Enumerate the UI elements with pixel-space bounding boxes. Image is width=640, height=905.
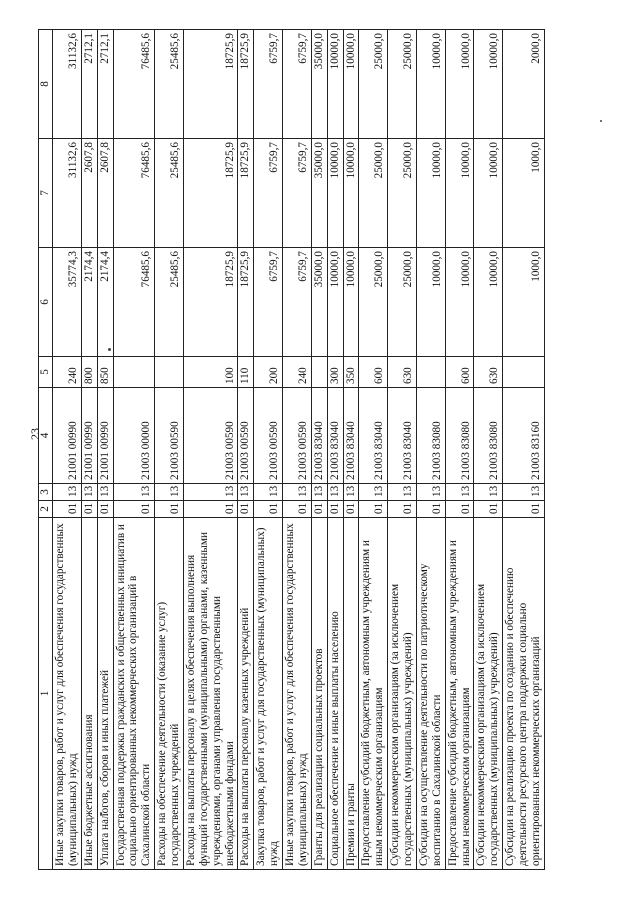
cell-expense-type bbox=[416, 357, 445, 388]
table-row bbox=[53, 30, 82, 870]
cell-target-article: 21003 83080 bbox=[416, 388, 445, 484]
cell-target-article: 21003 83040 bbox=[343, 388, 359, 484]
cell-target-article: 21003 83040 bbox=[388, 388, 417, 484]
cell-amount-3: 2712,1 bbox=[81, 30, 97, 139]
cell-subsection: 13 bbox=[416, 484, 445, 501]
cell-section: 01 bbox=[416, 501, 445, 518]
cell-expense-type: 600 bbox=[445, 357, 474, 388]
cell-name: Предоставление субсидий бюджетным, автономным учреждениям и иным некоммерческим организациям bbox=[359, 518, 388, 870]
cell-amount-3: 31132,6 bbox=[53, 30, 82, 139]
header-col-5: 5 bbox=[39, 357, 53, 388]
cell-subsection: 13 bbox=[113, 484, 155, 501]
cell-amount-1: 10000,0 bbox=[327, 248, 343, 357]
table-row bbox=[359, 30, 388, 870]
cell-amount-3: 18725,9 bbox=[183, 30, 238, 139]
cell-subsection: 13 bbox=[183, 484, 238, 501]
cell-amount-1: 1000,0 bbox=[503, 248, 545, 357]
cell-target-article: 21001 00990 bbox=[53, 388, 82, 484]
cell-subsection: 13 bbox=[254, 484, 283, 501]
cell-expense-type: 100 bbox=[183, 357, 238, 388]
cell-amount-1: 2174,4 bbox=[81, 248, 97, 357]
cell-name: Социальное обеспечение и иные выплаты населению bbox=[327, 518, 343, 870]
cell-name: Иные закупки товаров, работ и услуг для обеспечения государственных (муниципальных) нужд bbox=[283, 518, 312, 870]
cell-subsection: 13 bbox=[359, 484, 388, 501]
cell-expense-type bbox=[113, 357, 155, 388]
cell-section: 01 bbox=[327, 501, 343, 518]
cell-amount-3: 10000,0 bbox=[416, 30, 445, 139]
cell-target-article: 21003 00590 bbox=[183, 388, 238, 484]
cell-section: 01 bbox=[254, 501, 283, 518]
cell-amount-1: 35774,3 bbox=[53, 248, 82, 357]
cell-subsection: 13 bbox=[503, 484, 545, 501]
table-row bbox=[503, 30, 545, 870]
cell-name: Иные закупки товаров, работ и услуг для обеспечения государственных (муниципальных) нужд bbox=[53, 518, 82, 870]
cell-amount-2: 10000,0 bbox=[474, 139, 503, 248]
cell-amount-3: 10000,0 bbox=[445, 30, 474, 139]
cell-amount-1: 10000,0 bbox=[445, 248, 474, 357]
cell-section: 01 bbox=[283, 501, 312, 518]
cell-expense-type: 800 bbox=[81, 357, 97, 388]
cell-amount-2: 18725,9 bbox=[238, 139, 254, 248]
cell-expense-type: 240 bbox=[53, 357, 82, 388]
budget-table bbox=[38, 29, 545, 870]
cell-target-article: 21003 83160 bbox=[503, 388, 545, 484]
cell-target-article: 21003 00590 bbox=[155, 388, 184, 484]
cell-subsection: 13 bbox=[283, 484, 312, 501]
cell-expense-type: 630 bbox=[474, 357, 503, 388]
cell-target-article: 21003 83080 bbox=[445, 388, 474, 484]
cell-section: 01 bbox=[503, 501, 545, 518]
cell-section: 01 bbox=[97, 501, 113, 518]
cell-target-article: 21003 00590 bbox=[283, 388, 312, 484]
cell-name: Расходы на выплаты персоналу в целях обеспечения выполнения функций государственными (муниципальными) органами, казенными учреждениями, органами управления государственными внебюджетными фондами bbox=[183, 518, 238, 870]
cell-expense-type bbox=[155, 357, 184, 388]
cell-expense-type bbox=[503, 357, 545, 388]
header-col-1: 1 bbox=[39, 518, 53, 870]
cell-amount-2: 31132,6 bbox=[53, 139, 82, 248]
cell-amount-2: 35000,0 bbox=[311, 139, 327, 248]
table-header-row bbox=[39, 30, 53, 870]
cell-section: 01 bbox=[53, 501, 82, 518]
cell-section: 01 bbox=[388, 501, 417, 518]
cell-amount-1: 25000,0 bbox=[388, 248, 417, 357]
cell-target-article: 21003 00000 bbox=[113, 388, 155, 484]
cell-subsection: 13 bbox=[388, 484, 417, 501]
cell-section: 01 bbox=[113, 501, 155, 518]
cell-expense-type: 240 bbox=[283, 357, 312, 388]
cell-section: 01 bbox=[474, 501, 503, 518]
cell-expense-type: 110 bbox=[238, 357, 254, 388]
cell-name: Закупка товаров, работ и услуг для государственных (муниципальных) нужд bbox=[254, 518, 283, 870]
cell-name: Расходы на обеспечение деятельности (оказание услуг) государственных учреждений bbox=[155, 518, 184, 870]
table-row bbox=[283, 30, 312, 870]
cell-amount-2: 10000,0 bbox=[416, 139, 445, 248]
cell-amount-2: 2607,8 bbox=[97, 139, 113, 248]
cell-amount-2: 25000,0 bbox=[359, 139, 388, 248]
table-row bbox=[113, 30, 155, 870]
cell-amount-3: 25000,0 bbox=[388, 30, 417, 139]
cell-subsection: 13 bbox=[327, 484, 343, 501]
cell-subsection: 13 bbox=[343, 484, 359, 501]
page-number: 23 bbox=[28, 428, 42, 440]
cell-amount-1: 10000,0 bbox=[343, 248, 359, 357]
cell-name: Субсидии на осуществление деятельности по патриотическому воспитанию в Сахалинской области bbox=[416, 518, 445, 870]
cell-section: 01 bbox=[343, 501, 359, 518]
cell-section: 01 bbox=[445, 501, 474, 518]
cell-amount-3: 10000,0 bbox=[343, 30, 359, 139]
cell-name: Субсидии на реализацию проекта по созданию и обеспечению деятельности ресурсного центра поддержки социально ориентированных некоммерческих организаций bbox=[503, 518, 545, 870]
cell-amount-3: 25485,6 bbox=[155, 30, 184, 139]
table-row bbox=[81, 30, 97, 870]
cell-amount-1: 35000,0 bbox=[311, 248, 327, 357]
cell-section: 01 bbox=[81, 501, 97, 518]
cell-expense-type bbox=[311, 357, 327, 388]
cell-expense-type: 850 bbox=[97, 357, 113, 388]
scan-speck bbox=[600, 120, 602, 122]
table-row bbox=[343, 30, 359, 870]
cell-amount-3: 2000,0 bbox=[503, 30, 545, 139]
cell-expense-type: 350 bbox=[343, 357, 359, 388]
cell-section: 01 bbox=[311, 501, 327, 518]
cell-amount-3: 2712,1 bbox=[97, 30, 113, 139]
cell-subsection: 13 bbox=[238, 484, 254, 501]
cell-amount-2: 18725,9 bbox=[183, 139, 238, 248]
cell-amount-2: 6759,7 bbox=[254, 139, 283, 248]
cell-amount-1: 76485,6 bbox=[113, 248, 155, 357]
cell-amount-3: 18725,9 bbox=[238, 30, 254, 139]
cell-subsection: 13 bbox=[311, 484, 327, 501]
cell-name: Уплата налогов, сборов и иных платежей bbox=[97, 518, 113, 870]
cell-target-article: 21003 83040 bbox=[359, 388, 388, 484]
cell-target-article: 21001 00990 bbox=[81, 388, 97, 484]
cell-expense-type: 300 bbox=[327, 357, 343, 388]
cell-section: 01 bbox=[183, 501, 238, 518]
table-row bbox=[474, 30, 503, 870]
cell-name: Премии и гранты bbox=[343, 518, 359, 870]
cell-target-article: 21003 83040 bbox=[311, 388, 327, 484]
cell-section: 01 bbox=[155, 501, 184, 518]
cell-name: Гранты для реализации социальных проектов bbox=[311, 518, 327, 870]
cell-name: Расходы на выплаты персоналу казенных учреждений bbox=[238, 518, 254, 870]
cell-name: Предоставление субсидий бюджетным, автономным учреждениям и иным некоммерческим организациям bbox=[445, 518, 474, 870]
table-row bbox=[445, 30, 474, 870]
cell-amount-2: 10000,0 bbox=[327, 139, 343, 248]
table-row bbox=[183, 30, 238, 870]
cell-amount-1: 2174,4 bbox=[97, 248, 113, 357]
cell-target-article: 21003 83040 bbox=[327, 388, 343, 484]
cell-amount-1: 18725,9 bbox=[183, 248, 238, 357]
cell-name: Субсидии некоммерческим организациям (за исключением государственных (муниципальных) учреждений) bbox=[474, 518, 503, 870]
cell-name: Иные бюджетные ассигнования bbox=[81, 518, 97, 870]
table-row bbox=[238, 30, 254, 870]
header-col-3: 3 bbox=[39, 484, 53, 501]
cell-subsection: 13 bbox=[53, 484, 82, 501]
header-col-7: 7 bbox=[39, 139, 53, 248]
cell-target-article: 21003 00590 bbox=[254, 388, 283, 484]
cell-amount-2: 25485,6 bbox=[155, 139, 184, 248]
table-row bbox=[254, 30, 283, 870]
header-col-6: 6 bbox=[39, 248, 53, 357]
cell-amount-2: 76485,6 bbox=[113, 139, 155, 248]
cell-amount-2: 6759,7 bbox=[283, 139, 312, 248]
cell-subsection: 13 bbox=[474, 484, 503, 501]
cell-amount-3: 10000,0 bbox=[474, 30, 503, 139]
cell-amount-1: 10000,0 bbox=[416, 248, 445, 357]
header-col-2: 2 bbox=[39, 501, 53, 518]
cell-amount-1: 25000,0 bbox=[359, 248, 388, 357]
cell-section: 01 bbox=[359, 501, 388, 518]
cell-subsection: 13 bbox=[81, 484, 97, 501]
cell-expense-type: 200 bbox=[254, 357, 283, 388]
cell-amount-1: 6759,7 bbox=[283, 248, 312, 357]
cell-amount-2: 25000,0 bbox=[388, 139, 417, 248]
cell-subsection: 13 bbox=[155, 484, 184, 501]
rotated-page-content bbox=[38, 30, 598, 870]
cell-subsection: 13 bbox=[445, 484, 474, 501]
cell-amount-3: 10000,0 bbox=[327, 30, 343, 139]
cell-amount-1: 25485,6 bbox=[155, 248, 184, 357]
cell-amount-2: 10000,0 bbox=[445, 139, 474, 248]
cell-target-article: 21003 83080 bbox=[474, 388, 503, 484]
table-row bbox=[311, 30, 327, 870]
cell-amount-3: 6759,7 bbox=[283, 30, 312, 139]
table-row bbox=[388, 30, 417, 870]
cell-amount-2: 2607,8 bbox=[81, 139, 97, 248]
header-col-8: 8 bbox=[39, 30, 53, 139]
cell-amount-2: 10000,0 bbox=[343, 139, 359, 248]
table-row bbox=[416, 30, 445, 870]
cell-amount-3: 76485,6 bbox=[113, 30, 155, 139]
table-row bbox=[97, 30, 113, 870]
cell-amount-3: 6759,7 bbox=[254, 30, 283, 139]
cell-expense-type: 600 bbox=[359, 357, 388, 388]
cell-section: 01 bbox=[238, 501, 254, 518]
cell-target-article: 21003 00590 bbox=[238, 388, 254, 484]
cell-amount-3: 25000,0 bbox=[359, 30, 388, 139]
cell-name: Субсидии некоммерческим организациям (за исключением государственных (муниципальных) учреждений) bbox=[388, 518, 417, 870]
table-row bbox=[155, 30, 184, 870]
cell-name: Государственная поддержка гражданских и общественных инициатив и социально ориентированных некоммерческих организаций в Сахалинской области bbox=[113, 518, 155, 870]
cell-target-article: 21001 00990 bbox=[97, 388, 113, 484]
cell-subsection: 13 bbox=[97, 484, 113, 501]
cell-amount-1: 6759,7 bbox=[254, 248, 283, 357]
cell-amount-2: 1000,0 bbox=[503, 139, 545, 248]
cell-amount-1: 18725,9 bbox=[238, 248, 254, 357]
header-col-4: 4 bbox=[39, 388, 53, 484]
cell-expense-type: 630 bbox=[388, 357, 417, 388]
cell-amount-3: 35000,0 bbox=[311, 30, 327, 139]
cell-amount-1: 10000,0 bbox=[474, 248, 503, 357]
table-row bbox=[327, 30, 343, 870]
